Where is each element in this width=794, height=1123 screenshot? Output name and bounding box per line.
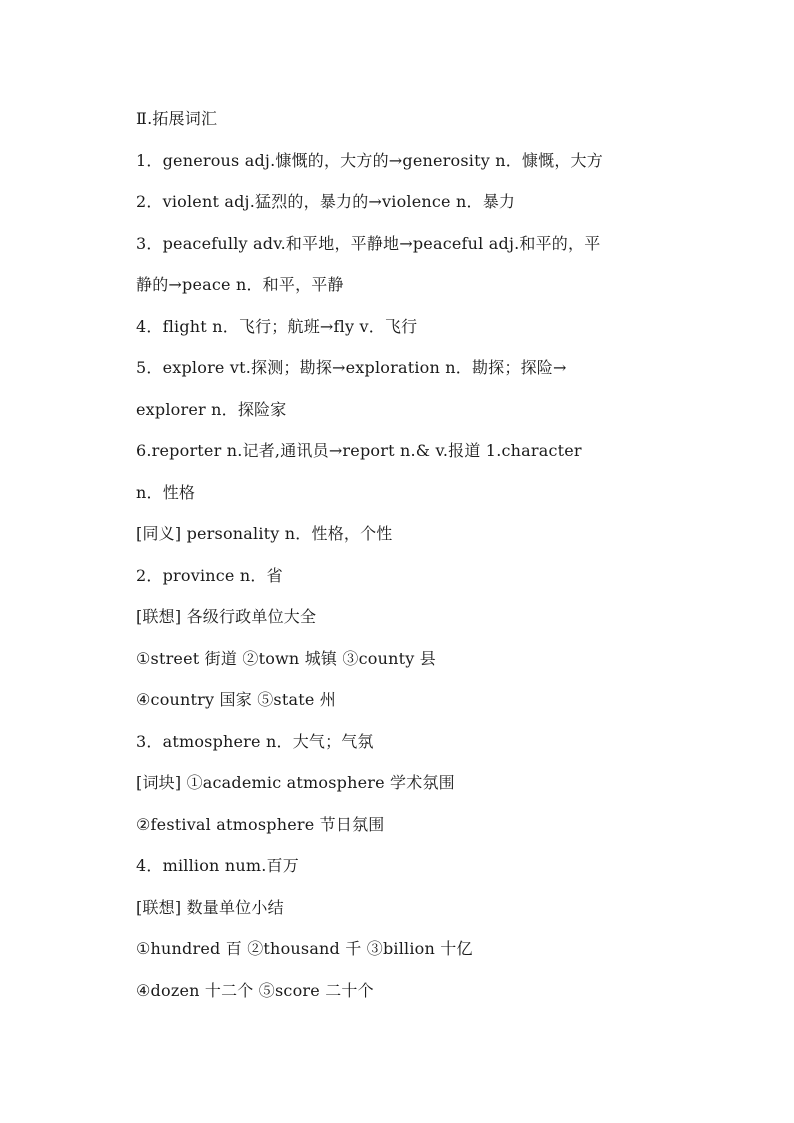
entry-explore: 5．explore vt.探测；勘探→exploration n．勘探；探险→ [136,358,567,377]
admin-units-row-1: ①street 街道 ②town 城镇 ③county 县 [136,648,436,668]
entry-explore-continued: explorer n．探险家 [136,399,287,419]
admin-units-row-2: ④country 国家 ⑤state 州 [136,690,337,709]
entry-generous: 1．generous adj.慷慨的，大方的→generosity n．慷慨，大方 [136,150,603,170]
association-heading-admin: [联想] 各级行政单位大全 [136,607,317,626]
entry-province: 2．province n．省 [136,565,283,585]
entry-flight: 4．flight n．飞行；航班→fly v．飞行 [136,316,418,336]
chunk-note-1: [词块] ①academic atmosphere 学术氛围 [136,773,455,792]
entry-violent: 2．violent adj.猛烈的，暴力的→violence n．暴力 [136,192,516,211]
vocabulary-section [136,98,681,1011]
association-heading-numbers: [联想] 数量单位小结 [136,897,284,917]
synonym-note: [同义] personality n．性格，个性 [136,524,393,543]
entry-million: 4．million num.百万 [136,856,299,875]
entry-character-continued: n．性格 [136,482,196,502]
entry-peacefully-continued: 静的→peace n．和平，平静 [136,275,344,294]
entry-reporter-character: 6.reporter n.记者,通讯员→report n.& v.报道 1.character [136,441,582,460]
number-units-row-2: ④dozen 十二个 ⑤score 二十个 [136,980,374,1000]
entry-atmosphere: 3．atmosphere n．大气；气氛 [136,731,374,751]
entry-peacefully: 3．peacefully adv.和平地，平静地→peaceful adj.和平的，平 [136,233,601,253]
section-heading: Ⅱ.拓展词汇 [136,109,218,128]
number-units-row-1: ①hundred 百 ②thousand 千 ③billion 十亿 [136,939,473,958]
chunk-note-2: ②festival atmosphere 节日氛围 [136,814,385,834]
